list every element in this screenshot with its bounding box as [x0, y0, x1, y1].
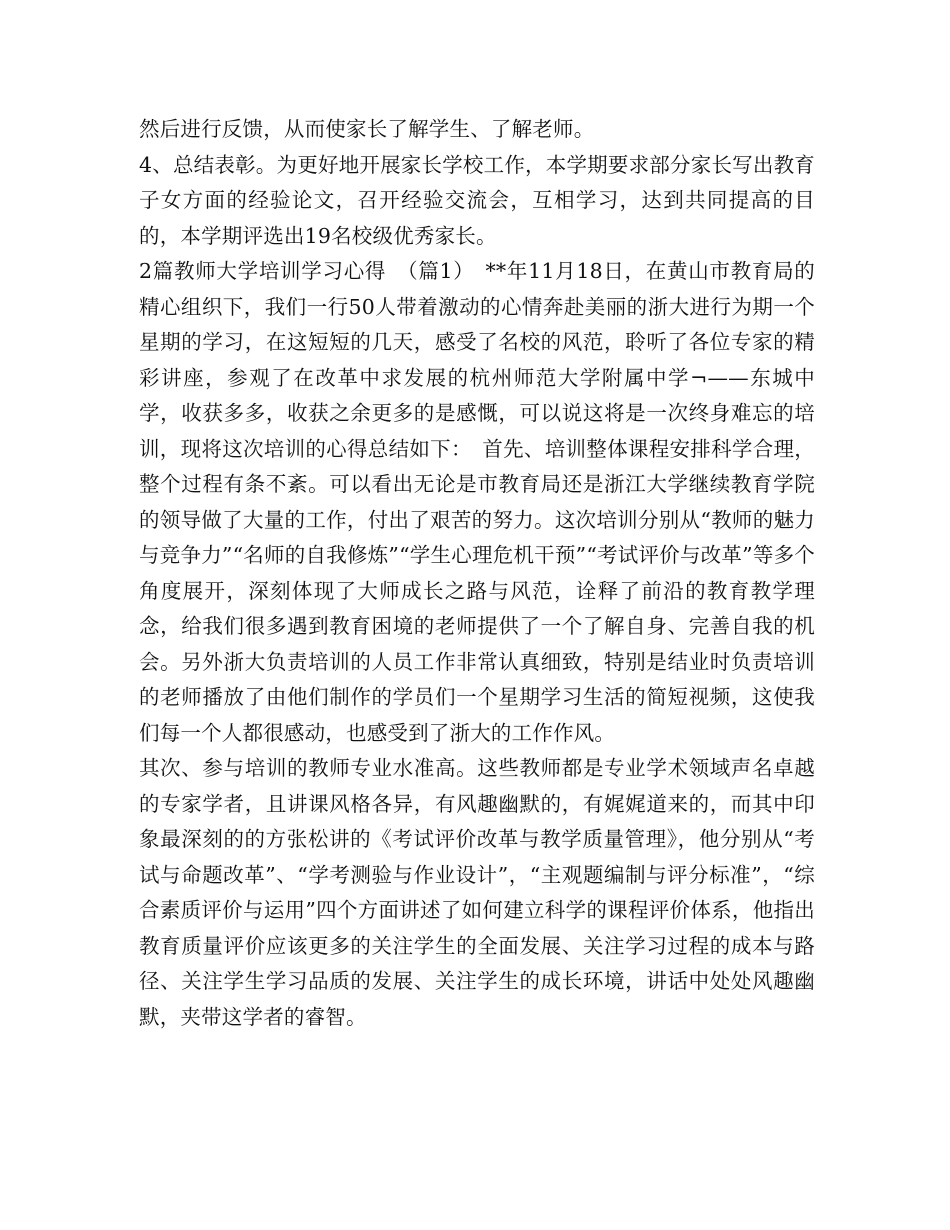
document-body [139, 112, 815, 1035]
paragraph-feedback-ending: 然后进行反馈，从而使家长了解学生、了解老师。 [139, 117, 595, 141]
paragraph-training-reflection: 2篇教师大学培训学习心得 （篇1） **年11月18日，在黄山市教育局的精心组织下，我们一行50人带着激动的心情奔赴美丽的浙大进行为期一个星期的学习，在这短短的几天，感受了名校的风范，聆听了各位专家的精彩讲座，参观了在改革中求发展的杭州师范大学附属中学¬——东城中学，收获多多，收获之余更多的是感慨，可以说这将是一次终身难忘的培训，现将这次培训的心得总结如下： 首先、培训整体课程安排科学合理，整个过程有条不紊。可以看出无论是市教育局还是浙江大学继续教育学院的领导做了大量的工作，付出了艰苦的努力。这次培训分别从“教师的魅力与竞争力”“名师的自我修炼”“学生心理危机干预”“考试评价与改革”等多个角度展开，深刻体现了大师成长之路与风范，诠释了前沿的教育教学理念，给我们很多遇到教育困境的老师提供了一个了解自身、完善自我的机会。另外浙大负责培训的人员工作非常认真细致，特别是结业时负责培训的老师播放了由他们制作的学员们一个星期学习生活的简短视频，这使我们每一个人都很感动，也感受到了浙大的工作作风。 [139, 259, 815, 745]
paragraph-teacher-quality: 其次、参与培训的教师专业水准高。这些教师都是专业学术领域声名卓越的专家学者，且讲课风格各异，有风趣幽默的，有娓娓道来的，而其中印象最深刻的的方张松讲的《考试评价改革与教学质量管理》，他分别从“考试与命题改革”、“学考测验与作业设计”，“主观题编制与评分标准”，“综合素质评价与运用”四个方面讲述了如何建立科学的课程评价体系，他指出教育质量评价应该更多的关注学生的全面发展、关注学习过程的成本与路径、关注学生学习品质的发展、关注学生的成长环境，讲话中处处风趣幽默，夹带这学者的睿智。 [139, 756, 815, 1029]
paragraph-summary-commendation: 4、总结表彰。为更好地开展家长学校工作，本学期要求部分家长写出教育子女方面的经验论文，召开经验交流会，互相学习，达到共同提高的目的，本学期评选出19名校级优秀家长。 [139, 152, 815, 248]
